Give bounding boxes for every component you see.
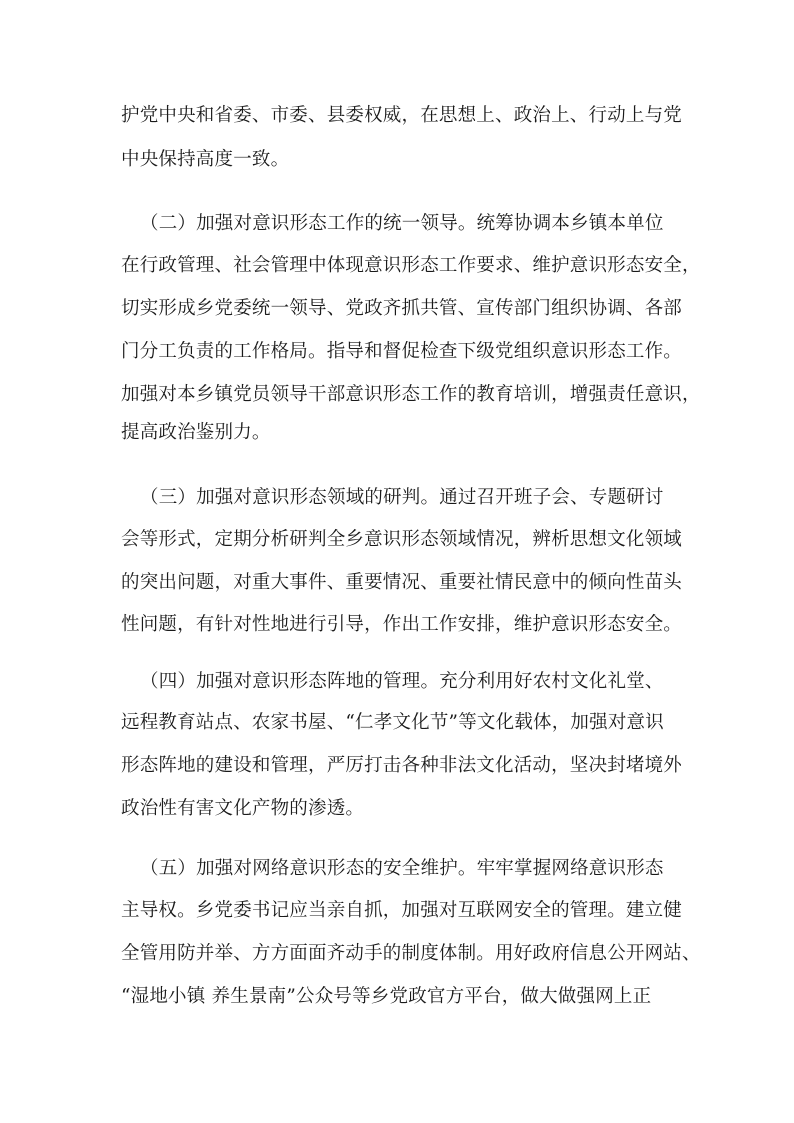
paragraph-line: “湿地小镇 养生景南”公众号等乡党政官方平台，做大做强网上正 (121, 986, 652, 1007)
paragraph-line: 主导权。乡党委书记应当亲自抓，加强对互联网安全的管理。建立健 (121, 900, 683, 921)
section-2-heading-line: （二）加强对意识形态工作的统一领导。统筹协调本乡镇本单位 (140, 213, 664, 234)
paragraph-line: 提高政治鉴别力。 (121, 422, 271, 443)
paragraph-line: 加强对本乡镇党员领导干部意识形态工作的教育培训，增强责任意识， (121, 384, 701, 405)
paragraph-line: 中央保持高度一致。 (121, 149, 290, 170)
paragraph-line: 会等形式，定期分析研判全乡意识形态领域情况，辨析思想文化领域 (121, 529, 683, 550)
paragraph-line: 切实形成乡党委统一领导、党政齐抓共管、宣传部门组织协调、各部 (121, 298, 683, 319)
paragraph-line: 的突出问题，对重大事件、重要情况、重要社情民意中的倾向性苗头 (121, 572, 683, 593)
paragraph-line: 性问题，有针对性地进行引导，作出工作安排，维护意识形态安全。 (121, 614, 683, 635)
paragraph-line: 政治性有害文化产物的渗透。 (121, 798, 365, 819)
paragraph-line: 远程教育站点、农家书屋、“仁孝文化节”等文化载体，加强对意识 (121, 712, 664, 733)
paragraph-line: 门分工负责的工作格局。指导和督促检查下级党组织意识形态工作。 (121, 341, 683, 362)
paragraph-line: 形态阵地的建设和管理，严厉打击各种非法文化活动，坚决封堵境外 (121, 755, 683, 776)
paragraph-line: 护党中央和省委、市委、县委权威，在思想上、政治上、行动上与党 (121, 105, 683, 126)
paragraph-line: 在行政管理、社会管理中体现意识形态工作要求、维护意识形态安全， (121, 255, 701, 276)
section-5-heading-line: （五）加强对网络意识形态的安全维护。牢牢掌握网络意识形态 (140, 858, 664, 879)
section-3-heading-line: （三）加强对意识形态领域的研判。通过召开班子会、专题研讨 (140, 487, 664, 508)
section-4-heading-line: （四）加强对意识形态阵地的管理。充分利用好农村文化礼堂、 (140, 671, 664, 692)
paragraph-line: 全管用防并举、方方面面齐动手的制度体制。用好政府信息公开网站、 (121, 943, 701, 964)
